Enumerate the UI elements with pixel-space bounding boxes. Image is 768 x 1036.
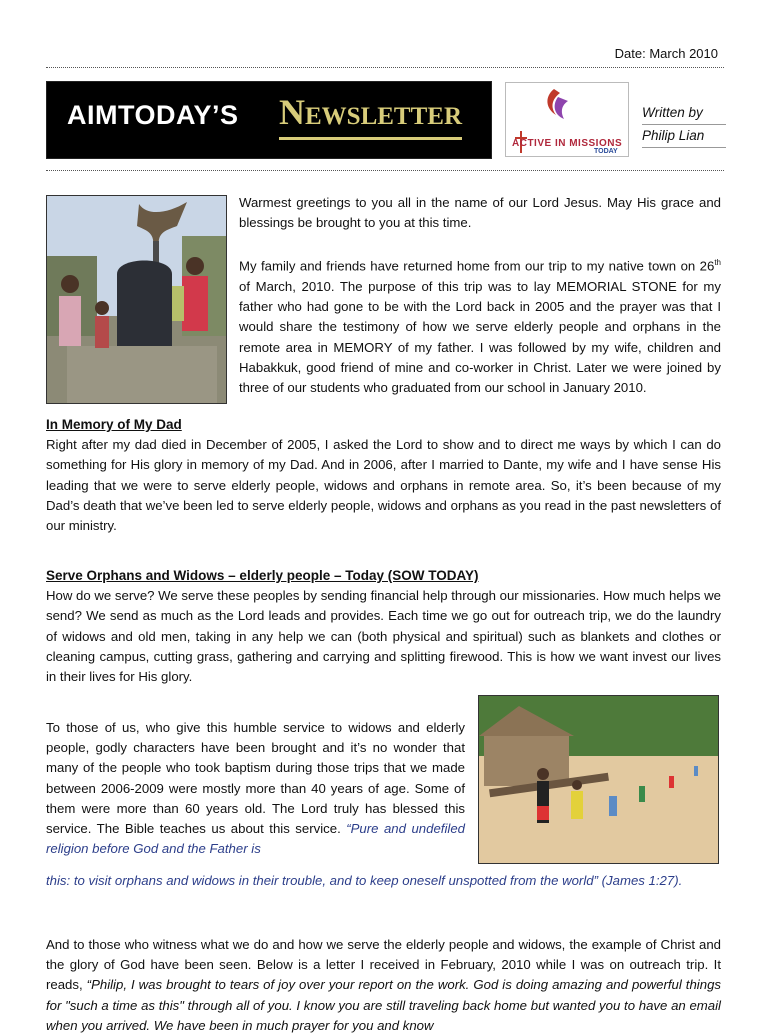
serve-heading: Serve Orphans and Widows – elderly people – Today (SOW TODAY) bbox=[46, 568, 479, 583]
active-in-missions-logo bbox=[505, 82, 629, 157]
memorial-stone-photo bbox=[46, 195, 227, 404]
memory-body: Right after my dad died in December of 2005, I asked the Lord to show and to direct me ways by which I can do something for His glory in memory of my Dad. And in 2006, after I married to Dante, my wife and I have sense His leading that we were to serve elderly people, widows and orphans in remote area. So, it’s been because of my Dad’s death that we’ve been led to serve elderly people, widows and orphans as you read in the past newsletters of our ministry. bbox=[46, 437, 721, 534]
byline bbox=[642, 102, 726, 148]
memory-section bbox=[46, 415, 721, 536]
logo-subtext: TODAY bbox=[594, 148, 618, 155]
top-divider bbox=[46, 67, 724, 68]
banner-title-left: AIMTODAY’S bbox=[67, 100, 239, 130]
author-name: Philip Lian bbox=[642, 125, 726, 148]
service-paragraph bbox=[46, 718, 465, 859]
written-by-label: Written by bbox=[642, 102, 726, 125]
serve-section bbox=[46, 566, 721, 687]
intro-section bbox=[239, 193, 721, 398]
bible-verse-start: “Pure and undefiled religion before God and the Father is bbox=[46, 821, 465, 857]
banner-title-right: NEWSLETTER bbox=[279, 92, 462, 140]
firewood-outreach-photo bbox=[478, 695, 719, 864]
letter-quote: “Philip, I was brought to tears of joy over your report on the work. God is doing amazing and powerful things for "such a time as this" through all of you. I know you are still traveling back home but wanted you to have an email when you arrived. We have been in much prayer for you and know bbox=[46, 977, 722, 1033]
header-divider bbox=[46, 170, 724, 171]
newsletter-banner bbox=[46, 81, 492, 159]
letter-intro: And to those who witness what we do and how we serve the elderly people and widows, the example of Christ and the glory of God have been seen. Below is a letter I received in February, 2010 while I was on outreach trip. It reads, bbox=[46, 937, 721, 993]
intro-paragraph-1: Warmest greetings to you all in the name of our Lord Jesus. May His grace and blessings be brought to you at this time. bbox=[239, 195, 721, 231]
letter-section bbox=[46, 935, 721, 1036]
logo-text: ACTIVE IN MISSIONS bbox=[512, 138, 623, 149]
serve-body: How do we serve? We serve these peoples by sending financial help through our missionaries. How much helps we send? We send as much as the Lord leads and provides. Each time we go out for outreach trip, we do the laundry of widows and old men, taking in any help we can (both physical and spiritual) such as blankets and clothes or cleaning campus, cutting grass, gathering and carrying and splitting firewood. This is how we want invest our lives in their lives for His glory. bbox=[46, 588, 721, 685]
intro-paragraph-2: My family and friends have returned home from our trip to my native town on 26th of March, 2010. The purpose of this trip was to lay MEMORIAL STONE for my father who had gone to be with the Lord back in 2005 and the prayer was that I would share the testimony of how we serve elderly people and orphans in the remote area in MEMORY of my father. I was followed by my wife, children and Habakkuk, good friend of mine and co-worker in Christ. Later we were joined by three of our students who graduated from our school in January 2010. bbox=[239, 258, 721, 396]
memory-heading: In Memory of My Dad bbox=[46, 417, 182, 432]
bible-verse-end: this: to visit orphans and widows in their trouble, and to keep oneself unspotted from the world” (James 1:27). bbox=[46, 873, 683, 888]
date-line: Date: March 2010 bbox=[614, 46, 718, 61]
service-paragraph-text: To those of us, who give this humble service to widows and elderly people, godly characters have been brought and it’s no wonder that many of the people who took baptism during those trips that we made between 2006-2009 were mostly more than 40 years of age. Some of them were more than 60 years old. The Lord truly has blessed this service. The Bible teaches us about this service. bbox=[46, 720, 465, 837]
